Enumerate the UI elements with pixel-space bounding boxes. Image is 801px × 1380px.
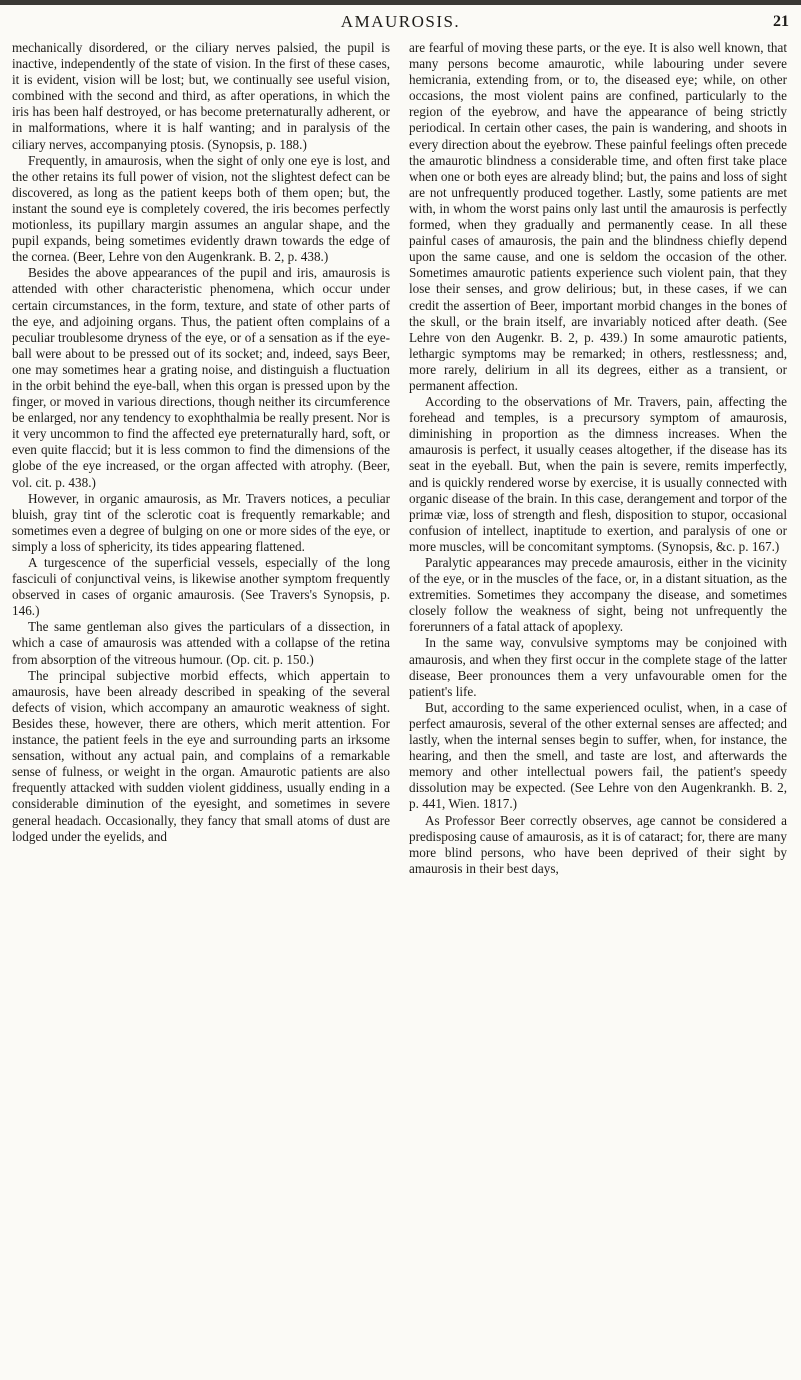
paragraph: In the same way, convulsive symptoms may be conjoined with amaurosis, and when they first occur in the complete stage of the latter disease, Beer pronounces them a very unfavourable omen for the patient's life.: [409, 635, 787, 699]
paragraph: Besides the above appearances of the pupil and iris, amaurosis is attended with other characteristic phenomena, which occur under certain circumstances, in the form, texture, and state of other parts of the eye, and adjoining organs. Thus, the patient often complains of a peculiar troublesome dryness of the eye, or of a sensation as if the eye-ball were about to be pressed out of its socket; and, indeed, says Beer, one may sometimes hear a grating noise, and distinguish a fluctuation in the orbit behind the eye-ball, when this organ is pressed upon by the finger, or moved in various directions, though neither its circumference be enlarged, nor any tendency to exophthalmia be really present. Nor is it very uncommon to find the affected eye preternaturally hard, soft, or even quite flaccid; but it is less common to find the dimensions of the globe of the eye increased, or the organ affected with atrophy. (Beer, vol. cit. p. 438.): [12, 265, 390, 490]
paragraph: The same gentleman also gives the particulars of a dissection, in which a case of amaurosis was attended with a collapse of the retina from absorption of the vitreous humour. (Op. cit. p. 150.): [12, 619, 390, 667]
paragraph: Frequently, in amaurosis, when the sight of only one eye is lost, and the other retains its full power of vision, not the slightest defect can be discovered, as long as the patient keeps both of them open; but, the instant the sound eye is completely covered, the iris becomes perfectly motionless, its pupillary margin assumes an angular shape, and the pupil expands, being sometimes evidently drawn towards the edge of the cornea. (Beer, Lehre von den Augenkrank. B. 2, p. 438.): [12, 152, 390, 265]
top-rule: [0, 0, 801, 5]
left-column: [12, 40, 390, 845]
page-number: 21: [773, 13, 789, 30]
right-column: [409, 40, 787, 877]
running-title: AMAUROSIS.: [340, 12, 461, 31]
paragraph: According to the observations of Mr. Travers, pain, affecting the forehead and temples, is a precursory symptom of amaurosis, diminishing in proportion as the dimness increases. When the amaurosis is perfect, it usually ceases altogether, if the disease has its seat in the eyeball. But, when the pain is severe, remits imperfectly, and is quickly rendered worse by exercise, it is usually connected with organic disease of the brain. In this case, derangement and torpor of the primæ viæ, loss of strength and flesh, disposition to stupor, occasional confusion of intellect, inaptitude to exertion, and paralysis of one or more muscles, will be concomitant symptoms. (Synopsis, &c. p. 167.): [409, 394, 787, 554]
paragraph: mechanically disordered, or the ciliary nerves palsied, the pupil is inactive, independently of the state of vision. In the first of these cases, it is evident, vision will be lost; but, we continually see useful vision, combined with the second and third, as after operations, in which the iris has been half destroyed, or has become preternaturally adherent, or in malformations, where it is half wanting; and in paralysis of the ciliary nerves, accompanying ptosis. (Synopsis, p. 188.): [12, 40, 390, 152]
paragraph: However, in organic amaurosis, as Mr. Travers notices, a peculiar bluish, gray tint of the sclerotic coat is frequently remarkable; and sometimes even a degree of bulging on one or more sides of the eye, or simply a loss of sphericity, its tides appearing flattened.: [12, 490, 390, 554]
paragraph: Paralytic appearances may precede amaurosis, either in the vicinity of the eye, or in the muscles of the face, or, in a distant situation, as the extremities. Sometimes they accompany the disease, and sometimes closely follow the weakness of sight, being not unfrequently the forerunners of a fatal attack of apoplexy.: [409, 555, 787, 635]
paragraph: are fearful of moving these parts, or the eye. It is also well known, that many persons become amaurotic, while labouring under severe hemicrania, extending from, or to, the diseased eye; while, on other occasions, the most violent pains are confined, particularly to the region of the eyebrow, and have the appearance of being strictly periodical. In certain other cases, the pain is wandering, and shoots in every direction about the eyebrow. These painful feelings often precede the amaurotic blindness a considerable time, and often first take place when one or both eyes are already blind; but, the pains and loss of sight are not unfrequently produced together. Lastly, some patients are met with, in whom the worst pains only last until the amaurosis is perfectly formed, when they gradually and permanently cease. In all these painful cases of amaurosis, the pain and the blindness chiefly depend upon the same cause, and one is seldom the occasion of the other. Sometimes amaurotic patients experience such violent pain, that they lose their senses, and grow delirious; but, in these cases, if we can credit the assertion of Beer, important morbid changes in the bones of the skull, or the brain itself, are invariably noticed after death. (See Lehre von den Augenkr. B. 2, p. 439.) In some amaurotic patients, lethargic symptoms may be remarked; in others, restlessness; and, more rarely, delirium in all its degrees, either as a transient, or permanent affection.: [409, 40, 787, 393]
paragraph: As Professor Beer correctly observes, age cannot be considered a predisposing cause of amaurosis, as it is of cataract; for, there are many more blind persons, who have been deprived of their sight by amaurosis in their best days,: [409, 812, 787, 876]
paragraph: But, according to the same experienced oculist, when, in a case of perfect amaurosis, several of the other external senses are affected; and lastly, when the internal senses begin to suffer, when, for instance, the hearing, and then the smell, and taste are lost, and afterwards the memory and other intellectual powers fail, the patient's speedy dissolution may be expected. (See Lehre von den Augenkrankh. B. 2, p. 441, Wien. 1817.): [409, 699, 787, 812]
paragraph: The principal subjective morbid effects, which appertain to amaurosis, have been already described in speaking of the several defects of vision, which accompany an amaurotic weakness of sight. Besides these, however, there are others, which merit attention. For instance, the patient feels in the eye and surrounding parts an irksome sensation, without any actual pain, and complains of a remarkable sense of fulness, or weight in the organ. Amaurotic patients are also frequently attacked with sudden violent giddiness, usually ending in a considerable diminution of the eyesight, and sometimes in severe general headach. Occasionally, they fancy that small atoms of dust are lodged under the eyelids, and: [12, 667, 390, 844]
paragraph: A turgescence of the superficial vessels, especially of the long fasciculi of conjunctival veins, is likewise another symptom frequently observed in cases of organic amaurosis. (See Travers's Synopsis, p. 146.): [12, 555, 390, 619]
page-header: [0, 10, 801, 36]
